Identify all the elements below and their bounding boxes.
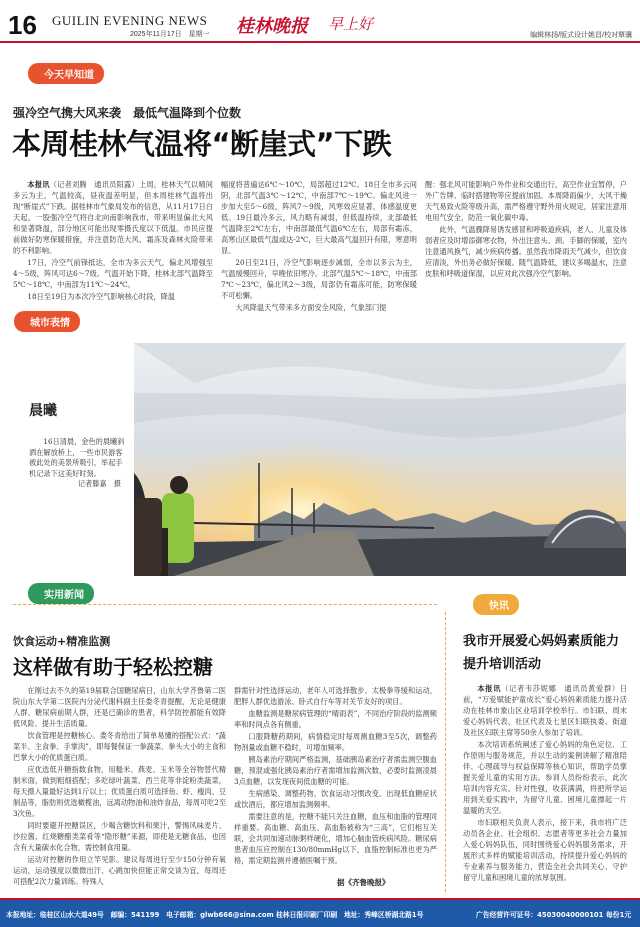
paragraph: 此外，气温骤降易诱发感冒和呼吸道疾病，老人、儿童及体弱者应及时增添御寒衣物，外出注意头、颈、手脚的保暖，室内注意通风换气，减少疾病传播。虽然我市降雨天气减少，但饮食应清淡，外出务必做好保暖。随气温降低，建议多喝温水，注意皮肤和呼吸道保湿，以应对此次强冷空气影响。 [425,225,627,278]
page-number: 16 [8,10,37,40]
paragraph: 应优选低升糖指数食物，用糙米、燕麦、玉米等全谷物替代精制米面，做到粗细搭配；多吃绿叶蔬菜、西兰花等非淀粉类蔬菜，每天摄入量最好达到1斤以上；优质蛋白质可选择鱼、虾、瘦肉、豆制品等，脂肪则优选橄榄油，远离动物油和油炸食品，每周可吃2至3次鱼。 [13,765,226,818]
paragraph: 幅度将普遍达6℃～10℃，局部超过12℃。18日全市多云间阴，北部气温3℃～12℃，中南部7℃～19℃。偏北风进一步加大至5～6级，阵风7～9级，风寒效应显著，体感温度更低。19日最冷多云，风力略有减弱，但低温持续，北部最低气温降至2℃左右，中南部最低气温6℃左右，局部有霜冻，高寒山区最低气温或达-2℃，巨大最高气温回升有限，寒意明显。 [221,180,417,255]
paragraph: 生病感染、调整药物、饮食运动习惯改变、出现低血糖症状或饮酒后，都应增加监测频率。 [234,789,437,809]
article-column-2 [221,179,417,324]
paragraph: 大风降温天气带来多方面安全风险，气象部门提 [235,303,387,312]
sunrise-photo [134,343,626,576]
article-headline-3-line-2: 提升培训活动 [463,657,542,672]
issue-date: 2025年11月17日 星期一 [130,31,210,38]
paragraph: 20日至21日，冷空气影响逐步减弱，全市以多云为主，气温缓慢回升，早晚依旧寒冷。北部气温5℃～18℃，中南部7℃～23℃，偏北风2～3级，局部仍有霜冻可能，防寒保暖不可松懈。 [221,258,417,300]
page-header [0,0,640,44]
photo-credit: 记者滕嘉 摄 [77,479,121,488]
article-subtitle-2: 饮食运动+精准监测 [13,635,111,648]
paragraph: 胰岛素治疗期间严格监测，基础胰岛素治疗者需监测空腹血糖，预混或强化胰岛素治疗者需增加监测次数，必要时监测凌晨3点血糖，以发现夜间低血糖的可能。 [234,755,437,786]
article-column-1 [13,179,213,324]
article-column-6 [463,683,627,891]
section-label-news-flash: 快讯 [473,594,519,615]
footer-printer: 桂林日报印刷厂印刷 地址：秀峰区桥湖北路1号 [276,911,424,919]
article-source: 据《齐鲁晚报》 [337,878,390,887]
photo-caption: 16日清晨，金色的晨曦斜洒在解放桥上，一些市民游客被此处的美景所吸引，举起手机记录下这美好时刻。 记者滕嘉 摄 [29,437,129,490]
paragraph: 口服降糖药期间，病情稳定时每周测血糖3至5次，调整药物剂量或血糖不稳时，可增加频率。 [234,732,437,752]
paper-logo: 桂林晚报 [236,16,308,37]
section-logo: 早上好 [328,15,374,33]
article-column-5 [234,685,437,873]
footer-rule [0,898,640,900]
section-label-practical: 实用新闻 [28,583,94,604]
byline-label: 本报讯 [477,684,502,693]
paragraph: （记者刘腾 通讯员阳露）上周，桂林天气以晴间多云为主，气温较高，昼夜温差明显，但本周桂林气温将出现“断崖式”下跌。据桂林市气象局发布的信息，从11月17日白天起，一股强冷空气将自北向南影响我市，带来明显偏北大风和显著降温，部分地区可能出现零摄氏度以下低温。市民应提前做好防寒保暖措施，并注意防范大风、霜冻及森林火险带来的不利影响。 [13,180,213,255]
paragraph: （记者韦莎妮娜 通讯员黄爱群）日前，“万爱赋能护童成长”爱心妈妈素质能力提升活动在桂林市象山区业培训学校举行。市妇联、周末爱心妈妈代表、社区代表及七星区妇联执委、街道及社区妇联主席等50余人参加了培训。 [463,684,627,737]
paper-name-english: GUILIN EVENING NEWS [52,13,208,28]
section-divider [13,604,437,605]
paragraph: 群需针对性选择运动，老年人可选择散步、太极拳等缓和运动，肥胖人群优选游泳、卧式自行车等对关节友好的项目。 [234,686,437,706]
page-footer [0,898,640,927]
editor-credits: 编辑林扬/版式设计姚昌/校对覃骥 [530,32,632,39]
footer-license: 广告经营许可证号：45030040000101 [476,911,604,919]
article-headline: 本周桂林气温将“断崖式”下跌 [12,127,392,161]
paragraph: 醒：强北风可能影响户外作业和交通出行，高空作业宜暂停，户外广告牌、临时搭建物等应提前加固。本周降雨偏少，大风干燥天气易致火险等级升高，需严格遵守野外用火规定，居家注意用电用气安全，防范一氧化碳中毒。 [425,180,627,222]
footer-address: 本报地址：临桂区山水大道49号 邮编：541199 电子邮箱：glwb666@sina.com [6,911,274,919]
paragraph: 同时要避开控糖误区，少喝含糖饮料和果汁，警惕风味麦片、沙拉酱、红烧糖醋类菜肴等“隐形糖”来源，即使是无糖食品，也因含有大量碳水化合物，需控制食用量。 [13,821,226,852]
paragraph: 饮食管理是控糖核心。娄冬青给出了简单易懂的搭配公式：“蔬菜半、主食拳、手掌肉”，即每餐保证一拳蔬菜、拳头大小的主食和巴掌大小的优质蛋白质。 [13,731,226,762]
column-divider [445,612,446,892]
paragraph: 17日，冷空气前锋抵达，全市为多云天气，偏北风增强至4～5级，阵风可达6～7级。气温开始下降，桂林北部气温降至5℃～18℃，中南部为11℃～24℃。 [13,258,213,289]
paragraph: 在刚过去不久的第19届联合国糖尿病日，山东大学齐鲁第二医院山东大学第二医院内分泌代谢科副主任娄冬青提醒，无论是健康人群、糖尿病前期人群，还是已确诊的患者，科学防控都能有效降低风险、提升生活质量。 [13,686,226,728]
article-headline-2: 这样做有助于轻松控糖 [13,655,213,679]
paragraph: 需要注意的是，控糖不能只关注血糖，血压和血脂的管理同样重要。高血糖、高血压、高血脂被称为“三高”，它们相互关联，会共同加速动脉粥样硬化，增加心脑血管疾病风险。糖尿病患者血压应控制在130/80mmHg以下，血脂控制标准也更为严格，需定期监测并遵循医嘱干预。 [234,812,437,865]
paragraph: 本次培训系统阐述了爱心妈妈的角色定位、工作原则与服务规范，并以生动的案例讲解了精准陪伴、心理疏导与权益保障等核心知识，帮助学员掌握关爱儿童的实用方法。参训人员纷纷表示，此次培训内容充实、针对性强，收获满满，将把所学运用到关爱实践中，为留守儿童、困境儿童撑起一片温暖的天空。 [463,740,627,815]
section-label-today: 今天早知道 [28,63,104,84]
paragraph: 运动对控糖的作用立竿见影。建议每周进行至少150分钟有氧运动，运动强度以微微出汗、心跳加快但能正常交谈为宜，每周还可搭配2次力量训练。特殊人 [13,855,226,886]
section-label-city: 城市表情 [14,311,80,332]
article-subtitle: 强冷空气携大风来袭 最低气温降到个位数 [13,106,242,120]
paragraph: 市妇联相关负责人表示，接下来，我市将广泛动员各企业、社会组织、志愿者等更多社会力量加入爱心妈妈队伍，同时围绕爱心妈妈服务需求，开展形式多样的赋能培训活动，持续提升爱心妈妈的专业素养与服务能力，营造全社会共同关心、守护留守儿童和困境儿童的浓厚氛围。 [463,818,627,882]
byline-label: 本报讯 [27,180,50,189]
article-column-3 [425,179,627,324]
article-column-4 [13,685,226,890]
paragraph: 血糖监测是糖尿病管理的“晴雨表”，不同治疗阶段的监测频率和时间点各有侧重。 [234,709,437,729]
paragraph: 18日至19日为本次冷空气影响核心时段，降温 [27,292,176,301]
header-rule [0,41,640,43]
article-headline-3-line-1: 我市开展爱心妈妈素质能力 [463,634,620,649]
photo-title: 晨曦 [29,403,57,419]
footer-price: 每份1元 [606,911,632,919]
